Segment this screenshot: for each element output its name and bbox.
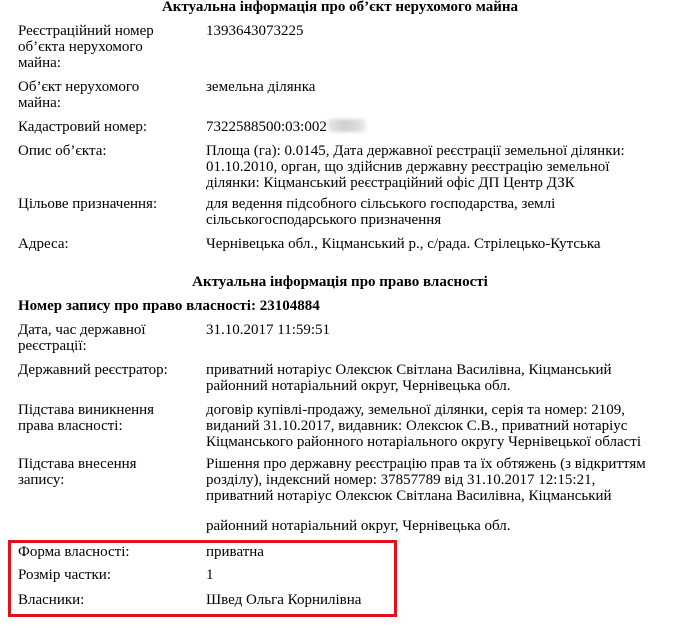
purpose-label: Цільове призначення: bbox=[18, 196, 158, 212]
address-label: Адреса: bbox=[18, 236, 69, 252]
owners-value: Швед Ольга Корнилівна bbox=[206, 592, 362, 608]
ownership-form-label: Форма власності: bbox=[18, 544, 130, 560]
share-size-label: Розмір частки: bbox=[18, 567, 111, 583]
description-label: Опис об’єкта: bbox=[18, 143, 107, 159]
date-label: Дата, час державної реєстрації: bbox=[18, 322, 146, 354]
registrar-value: приватний нотаріус Олексюк Світлана Василівна, Кіцманський районний нотаріальний округ, Чернівецька обл. bbox=[206, 362, 612, 394]
date-value: 31.10.2017 11:59:51 bbox=[206, 322, 331, 338]
basis-value: договір купівлі-продажу, земельної ділянки, серія та номер: 2109, виданий 31.10.2017, видавник: Олексюк С.В., приватний нотаріус Кіцманського районного нотаріального округу Чернівецької області bbox=[206, 402, 641, 450]
cadastral-value: 7322588500:03:002 bbox=[206, 119, 676, 135]
record-number: Номер запису про право власності: 23104884 bbox=[18, 298, 320, 314]
address-value: Чернівецька обл., Кіцманський р., с/рада. Стрілецько-Кутська bbox=[206, 236, 601, 252]
registrar-label: Державний реєстратор: bbox=[18, 362, 168, 378]
reg-number-label: Реєстраційний номер об’єкта нерухомого майна: bbox=[18, 23, 154, 71]
ownership-section-title: Актуальна інформація про право власності bbox=[192, 274, 488, 290]
property-section-title: Актуальна інформація про об’єкт нерухомого майна bbox=[161, 0, 519, 15]
object-label: Об’єкт нерухомого майна: bbox=[18, 79, 140, 111]
description-value: Площа (га): 0.0145, Дата державної реєстрації земельної ділянки: 01.10.2010, орган, що здійснив державну реєстрацію земельної ділянки: Кіцманський реєстраційний офіс ДП Центр ДЗК bbox=[206, 143, 625, 191]
cadastral-label: Кадастровий номер: bbox=[18, 119, 148, 135]
basis-label: Підстава виникнення права власності: bbox=[18, 402, 155, 434]
entry-basis-value-cont: районний нотаріальний округ, Чернівецька обл. bbox=[206, 518, 511, 534]
reg-number-value: 1393643073225 bbox=[206, 23, 304, 39]
owners-label: Власники: bbox=[18, 592, 85, 608]
entry-basis-label: Підстава внесення запису: bbox=[18, 456, 137, 488]
ownership-form-value: приватна bbox=[206, 544, 264, 560]
purpose-value: для ведення підсобного сільського господарства, землі сільськогосподарського призначення bbox=[206, 196, 556, 228]
redacted-blur bbox=[328, 119, 366, 132]
share-size-value: 1 bbox=[206, 567, 214, 583]
object-value: земельна ділянка bbox=[206, 79, 316, 95]
entry-basis-value: Рішення про державну реєстрацію прав та їх обтяжень (з відкриттям розділу), індексний номер: 37857789 від 31.10.2017 12:15:21, приватний нотаріус Олексюк Світлана Василівна, Кіцманський bbox=[206, 456, 646, 504]
